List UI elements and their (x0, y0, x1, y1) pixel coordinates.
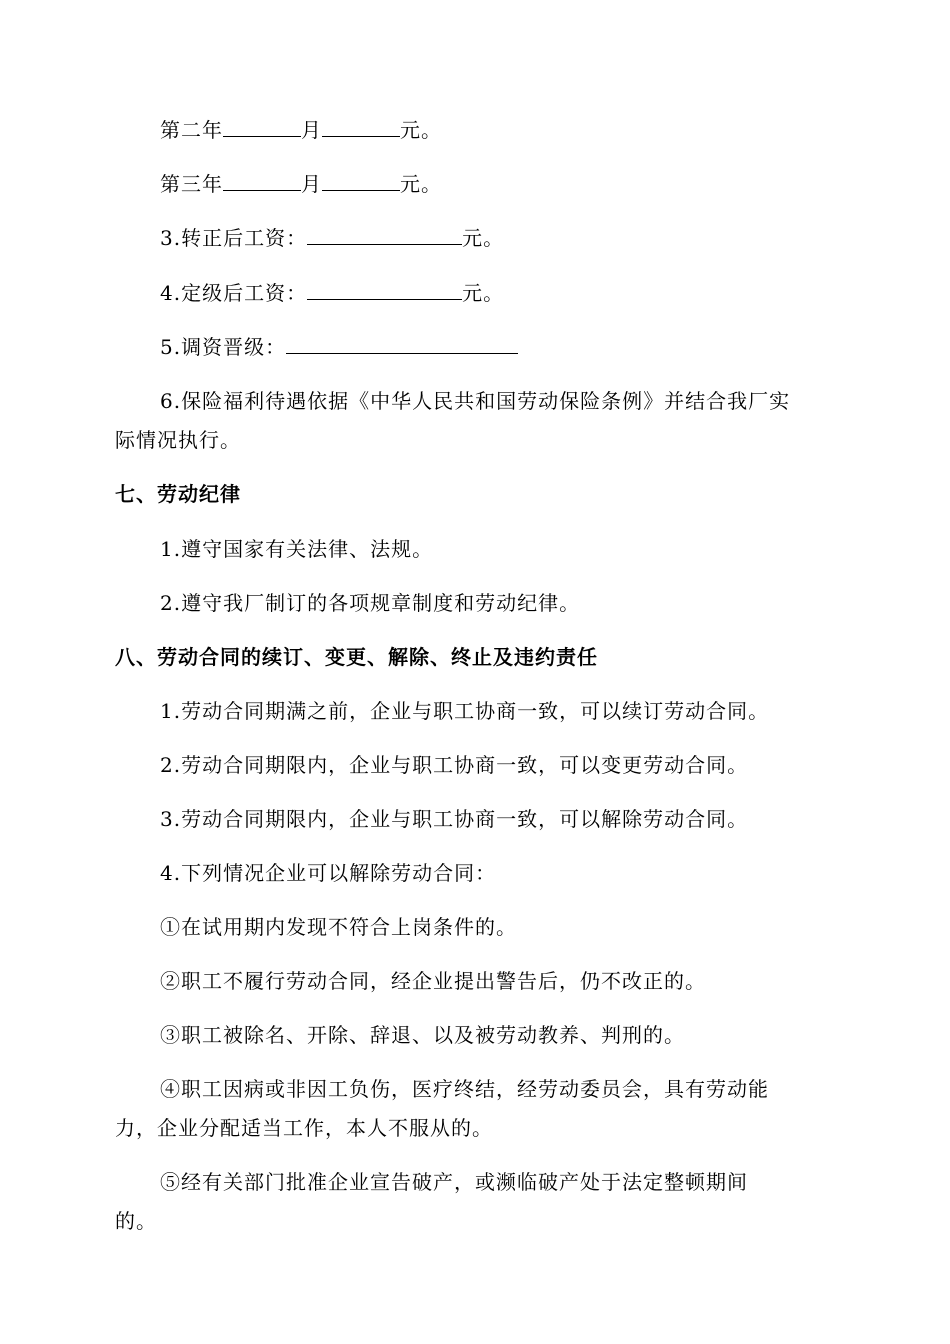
section8-sub4-line2: 力，企业分配适当工作，本人不服从的。 (115, 1116, 493, 1140)
salary-graded-blank (307, 279, 462, 300)
year2-yuan-unit: 元。 (400, 118, 442, 142)
section7-item1: 1.遵守国家有关法律、法规。 (160, 537, 434, 561)
year3-prefix: 第三年 (160, 172, 223, 196)
salary-graded-line (160, 279, 504, 307)
year2-months-blank (223, 116, 301, 137)
section7-heading: 七、劳动纪律 (115, 482, 241, 506)
section7-item2: 2.遵守我厂制订的各项规章制度和劳动纪律。 (160, 591, 581, 615)
section8-sub3: ③职工被除名、开除、辞退、以及被劳动教养、判刑的。 (160, 1023, 685, 1047)
insurance-text-line1: 6.保险福利待遇依据《中华人民共和国劳动保险条例》并结合我厂实 (160, 389, 791, 413)
section8-item3: 3.劳动合同期限内，企业与职工协商一致，可以解除劳动合同。 (160, 807, 749, 831)
year3-yuan-unit: 元。 (400, 172, 442, 196)
section8-item1: 1.劳动合同期满之前，企业与职工协商一致，可以续订劳动合同。 (160, 699, 770, 723)
year3-months-blank (223, 170, 301, 191)
year2-line (160, 116, 442, 144)
salary-regular-line (160, 224, 504, 252)
year2-prefix: 第二年 (160, 118, 223, 142)
salary-regular-unit: 元。 (462, 226, 505, 250)
section8-sub2: ②职工不履行劳动合同，经企业提出警告后，仍不改正的。 (160, 969, 706, 993)
adjust-label: 5.调资晋级： (160, 335, 287, 359)
salary-regular-label: 3.转正后工资： (160, 226, 308, 250)
adjust-line (160, 333, 518, 361)
section8-heading: 八、劳动合同的续订、变更、解除、终止及违约责任 (115, 645, 598, 669)
year2-amount-blank (322, 116, 400, 137)
section8-sub5-line1: ⑤经有关部门批准企业宣告破产，或濒临破产处于法定整顿期间 (160, 1170, 748, 1194)
insurance-text-line2: 际情况执行。 (115, 428, 241, 452)
year3-line (160, 170, 442, 198)
section8-item2: 2.劳动合同期限内，企业与职工协商一致，可以变更劳动合同。 (160, 753, 749, 777)
salary-graded-label: 4.定级后工资： (160, 281, 308, 305)
section8-sub5-line2: 的。 (115, 1209, 157, 1233)
adjust-blank (286, 333, 518, 354)
year3-month-unit: 月 (301, 172, 322, 196)
section8-sub1: ①在试用期内发现不符合上岗条件的。 (160, 915, 517, 939)
section8-item4: 4.下列情况企业可以解除劳动合同： (160, 861, 497, 885)
salary-graded-unit: 元。 (462, 281, 505, 305)
year2-month-unit: 月 (301, 118, 322, 142)
salary-regular-blank (307, 224, 462, 245)
section8-sub4-line1: ④职工因病或非因工负伤，医疗终结，经劳动委员会，具有劳动能 (160, 1077, 769, 1101)
year3-amount-blank (322, 170, 400, 191)
